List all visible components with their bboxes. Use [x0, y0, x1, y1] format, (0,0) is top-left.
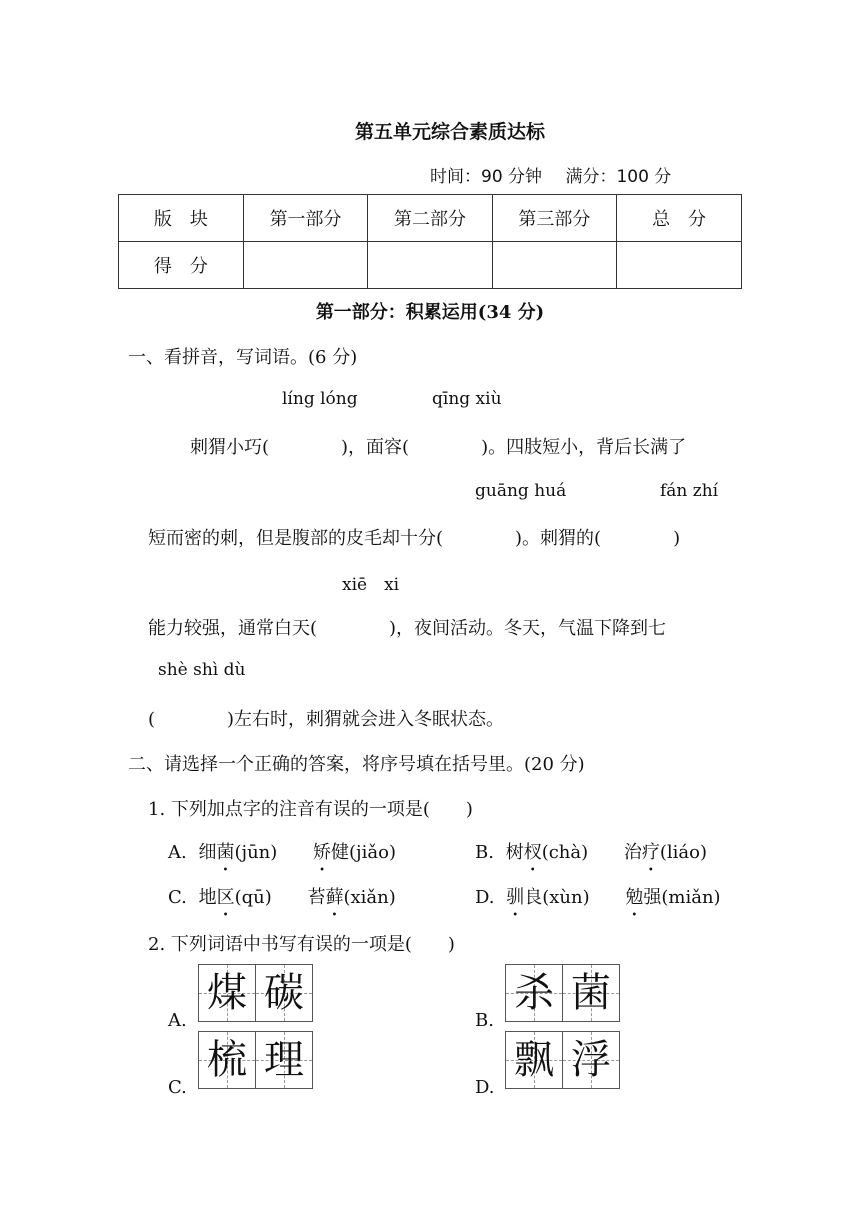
word-text: 树 — [505, 842, 524, 863]
word-text: (xiǎn) — [343, 887, 396, 908]
time-label: 时间：90 分钟 — [430, 167, 543, 187]
passage-line-1: 刺猬小巧( )，面容( )。四肢短小，背后长满了 — [190, 437, 687, 458]
option-label: D. — [475, 887, 495, 908]
option-b-label: B. — [475, 1010, 494, 1031]
question-2-2-stem: 2. 下列词语中书写有误的一项是( ) — [148, 934, 455, 955]
dotted-char: 矫 — [313, 842, 332, 863]
grid-cell — [199, 965, 255, 1021]
tianzige-grid-b — [505, 964, 620, 1022]
passage-line-3: 能力较强，通常白天( )，夜间活动。冬天，气温下降到七 — [148, 618, 667, 639]
option-d — [475, 883, 721, 909]
score-cell[interactable] — [243, 242, 367, 289]
dotted-char: 驯 — [506, 887, 525, 908]
option-d-label: D. — [475, 1077, 495, 1098]
pinyin-4: fán zhí — [660, 481, 719, 501]
table-header-cell: 版 块 — [119, 195, 244, 242]
row-label: 得 分 — [119, 242, 244, 289]
grid-cell — [562, 1032, 619, 1088]
pinyin-1: líng lóng — [282, 389, 358, 409]
option-c-label: C. — [168, 1077, 187, 1098]
word-text: (chà) — [541, 842, 589, 863]
score-table — [118, 194, 742, 289]
dotted-char: 杈 — [523, 842, 542, 863]
tianzige-grid-d — [505, 1031, 620, 1089]
dotted-char: 区 — [216, 887, 235, 908]
score-cell[interactable] — [368, 242, 492, 289]
grid-char: 浮 — [571, 1037, 611, 1083]
dotted-char: 藓 — [325, 887, 344, 908]
score-table-row — [119, 242, 742, 289]
option-label: B. — [475, 842, 494, 863]
grid-cell — [255, 965, 312, 1021]
word-text: 地 — [198, 887, 217, 908]
word-text: (qū) — [234, 887, 272, 908]
grid-char: 飘 — [514, 1037, 554, 1083]
passage-line-2: 短而密的刺，但是腹部的皮毛却十分( )。刺猬的( ) — [148, 528, 681, 549]
grid-cell — [199, 1032, 255, 1088]
option-label: A. — [168, 842, 187, 863]
passage-line-4: ( )左右时，刺猬就会进入冬眠状态。 — [148, 709, 505, 730]
question-2-1-stem: 1. 下列加点字的注音有误的一项是( ) — [148, 799, 473, 820]
pinyin-2: qīng xiù — [432, 389, 502, 409]
grid-char: 理 — [264, 1037, 304, 1083]
word-text: 良(xùn) — [524, 887, 590, 908]
option-a — [168, 838, 396, 864]
part-one-title: 第一部分：积累运用(34 分) — [315, 302, 545, 323]
word-text: 强(miǎn) — [643, 887, 721, 908]
pinyin-6: shè shì dù — [158, 660, 246, 680]
option-b — [475, 838, 707, 864]
grid-char: 碳 — [264, 970, 304, 1016]
dotted-char: 菌 — [216, 842, 235, 863]
tianzige-grid-a — [198, 964, 313, 1022]
grid-char: 菌 — [571, 970, 611, 1016]
table-header-cell: 第一部分 — [243, 195, 367, 242]
score-table-header-row — [119, 195, 742, 242]
grid-cell — [562, 965, 619, 1021]
score-cell[interactable] — [492, 242, 616, 289]
option-c — [168, 883, 396, 909]
grid-cell — [506, 1032, 562, 1088]
option-label: C. — [168, 887, 187, 908]
table-header-cell: 总 分 — [617, 195, 742, 242]
word-text: 细 — [198, 842, 217, 863]
dotted-char: 疗 — [641, 842, 660, 863]
exam-meta — [430, 162, 675, 187]
pinyin-5: xiē xi — [342, 575, 400, 595]
word-text: (jūn) — [234, 842, 278, 863]
table-header-cell: 第二部分 — [368, 195, 492, 242]
option-a-label: A. — [168, 1010, 187, 1031]
word-text: 治 — [623, 842, 642, 863]
grid-cell — [506, 965, 562, 1021]
grid-char: 梳 — [207, 1037, 247, 1083]
table-header-cell: 第三部分 — [492, 195, 616, 242]
full-score-label: 满分：100 分 — [565, 167, 672, 187]
question-1-title: 一、看拼音，写词语。(6 分) — [128, 347, 358, 368]
tianzige-grid-c — [198, 1031, 313, 1089]
grid-cell — [255, 1032, 312, 1088]
score-cell[interactable] — [617, 242, 742, 289]
grid-char: 煤 — [207, 970, 247, 1016]
word-text: 健(jiǎo) — [331, 842, 396, 863]
word-text: (liáo) — [659, 842, 708, 863]
dotted-char: 勉 — [625, 887, 644, 908]
question-2-title: 二、请选择一个正确的答案，将序号填在括号里。(20 分) — [128, 754, 585, 775]
word-text: 苔 — [307, 887, 326, 908]
pinyin-3: guāng huá — [475, 481, 567, 501]
grid-char: 杀 — [514, 970, 554, 1016]
page-title: 第五单元综合素质达标 — [354, 121, 545, 143]
